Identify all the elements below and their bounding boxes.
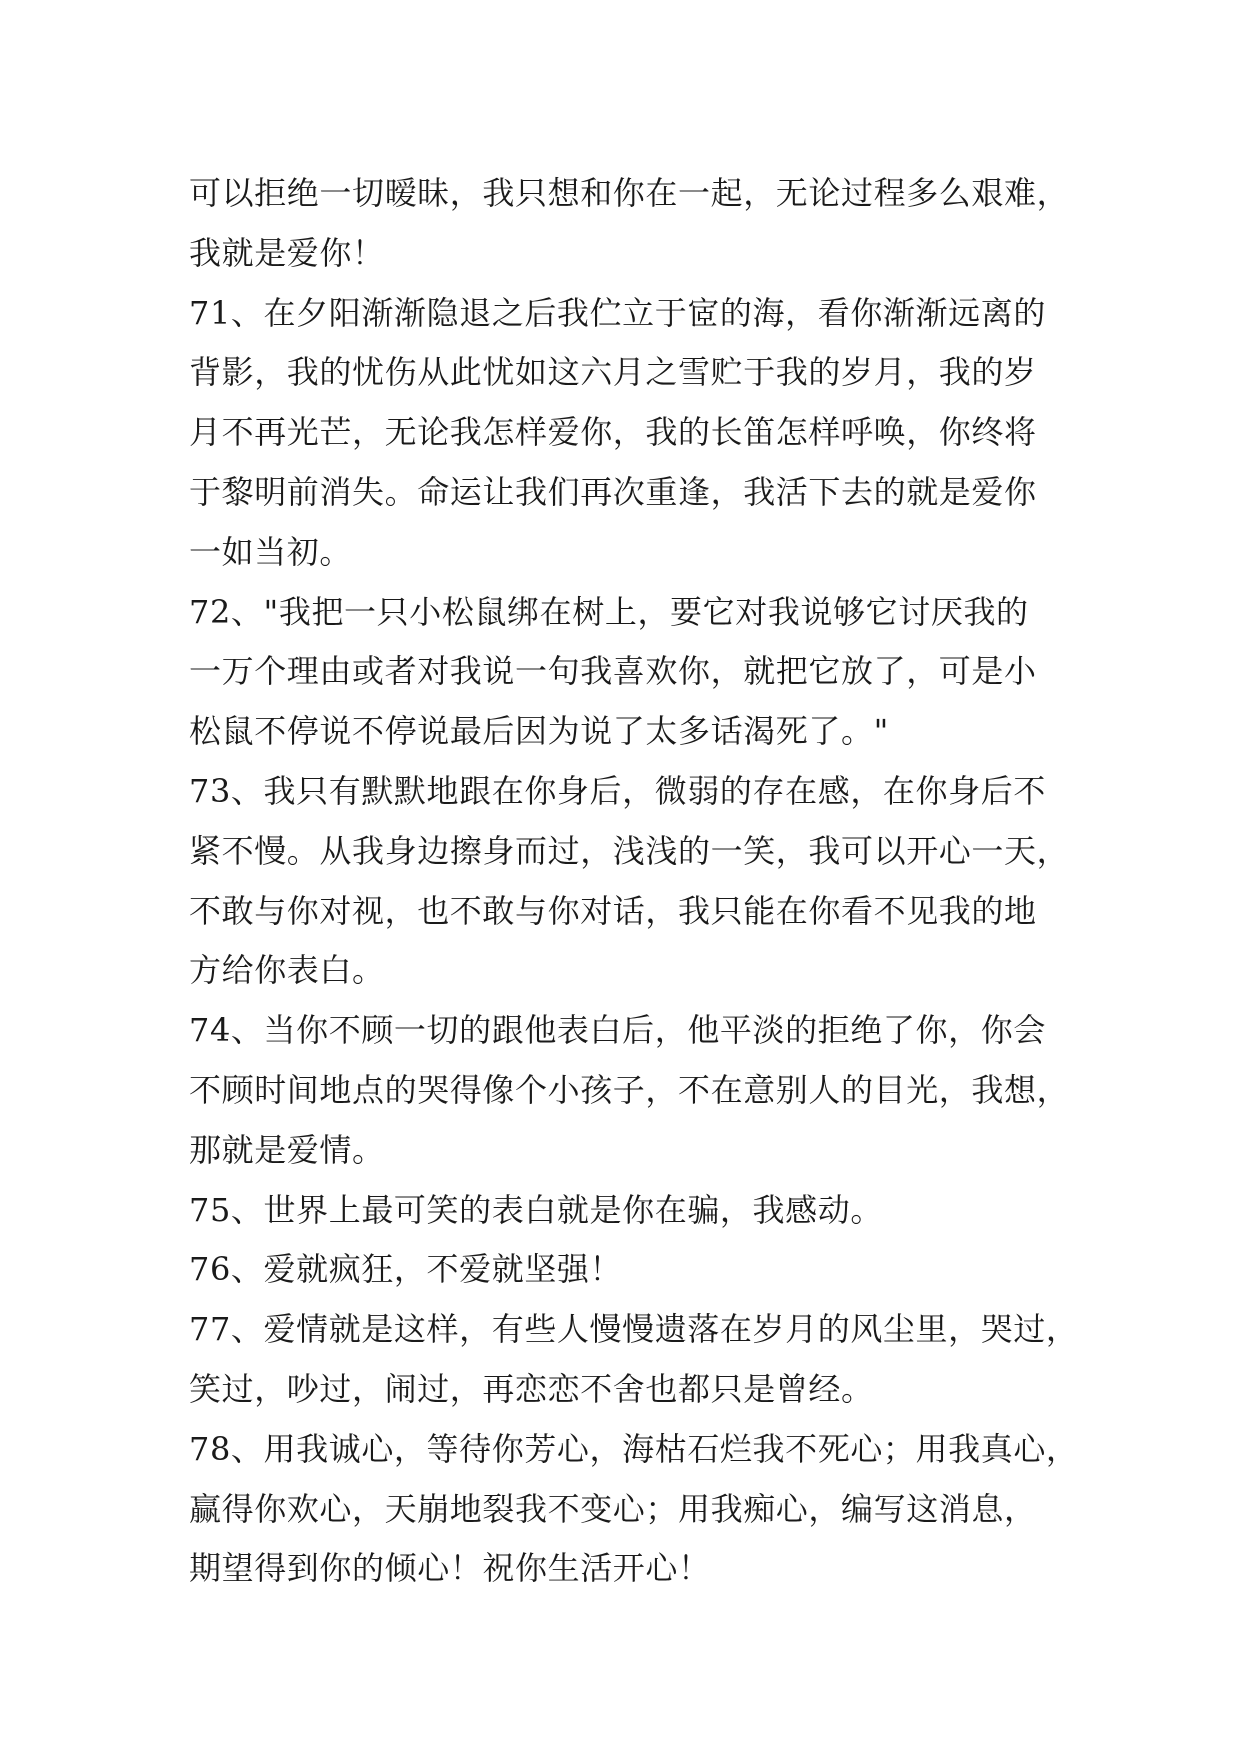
document-body xyxy=(189,164,1079,1599)
text-line: 月不再光芒，无论我怎样爱你，我的长笛怎样呼唤，你终将 xyxy=(189,413,1037,452)
text-line: 一如当初。 xyxy=(189,532,353,571)
text-line: 78、用我诚心，等待你芳心，海枯石烂我不死心；用我真心， xyxy=(189,1429,1079,1468)
text-line: 期望得到你的倾心！祝你生活开心！ xyxy=(189,1549,711,1588)
text-line: 76、爱就疯狂，不爱就坚强！ xyxy=(189,1250,623,1289)
text-line: 赢得你欢心，天崩地裂我不变心；用我痴心，编写这消息， xyxy=(189,1489,1037,1528)
text-line: 77、爱情就是这样，有些人慢慢遗落在岁月的风尘里，哭过， xyxy=(189,1310,1079,1349)
text-line: 不顾时间地点的哭得像个小孩子，不在意别人的目光，我想， xyxy=(189,1070,1070,1109)
text-line: 可以拒绝一切暧昧，我只想和你在一起，无论过程多么艰难， xyxy=(189,174,1070,212)
text-line: 于黎明前消失。命运让我们再次重逢，我活下去的就是爱你 xyxy=(189,472,1037,511)
text-line: 75、世界上最可笑的表白就是你在骗，我感动。 xyxy=(189,1190,883,1229)
text-line: 松鼠不停说不停说最后因为说了太多话渴死了。" xyxy=(189,712,889,751)
text-line: 背影，我的忧伤从此忧如这六月之雪贮于我的岁月，我的岁 xyxy=(189,353,1037,392)
text-line: 71、在夕阳渐渐隐退之后我伫立于宧的海，看你渐渐远离的 xyxy=(189,293,1046,332)
text-line: 那就是爱情。 xyxy=(189,1130,385,1169)
text-line: 73、我只有默默地跟在你身后，微弱的存在感，在你身后不 xyxy=(189,771,1046,810)
text-line: 不敢与你对视，也不敢与你对话，我只能在你看不见我的地 xyxy=(189,891,1037,930)
text-line: 笑过，吵过，闹过，再恋恋不舍也都只是曾经。 xyxy=(189,1369,874,1408)
text-line: 方给你表白。 xyxy=(189,951,385,990)
text-line: 一万个理由或者对我说一句我喜欢你，就把它放了，可是小 xyxy=(189,652,1037,691)
text-line: 74、当你不顾一切的跟他表白后，他平淡的拒绝了你，你会 xyxy=(189,1011,1046,1050)
text-line: 72、"我把一只小松鼠绑在树上，要它对我说够它讨厌我的 xyxy=(189,592,1029,631)
text-line: 紧不慢。从我身边擦身而过，浅浅的一笑，我可以开心一天， xyxy=(189,831,1070,870)
text-line: 我就是爱你！ xyxy=(189,233,385,272)
